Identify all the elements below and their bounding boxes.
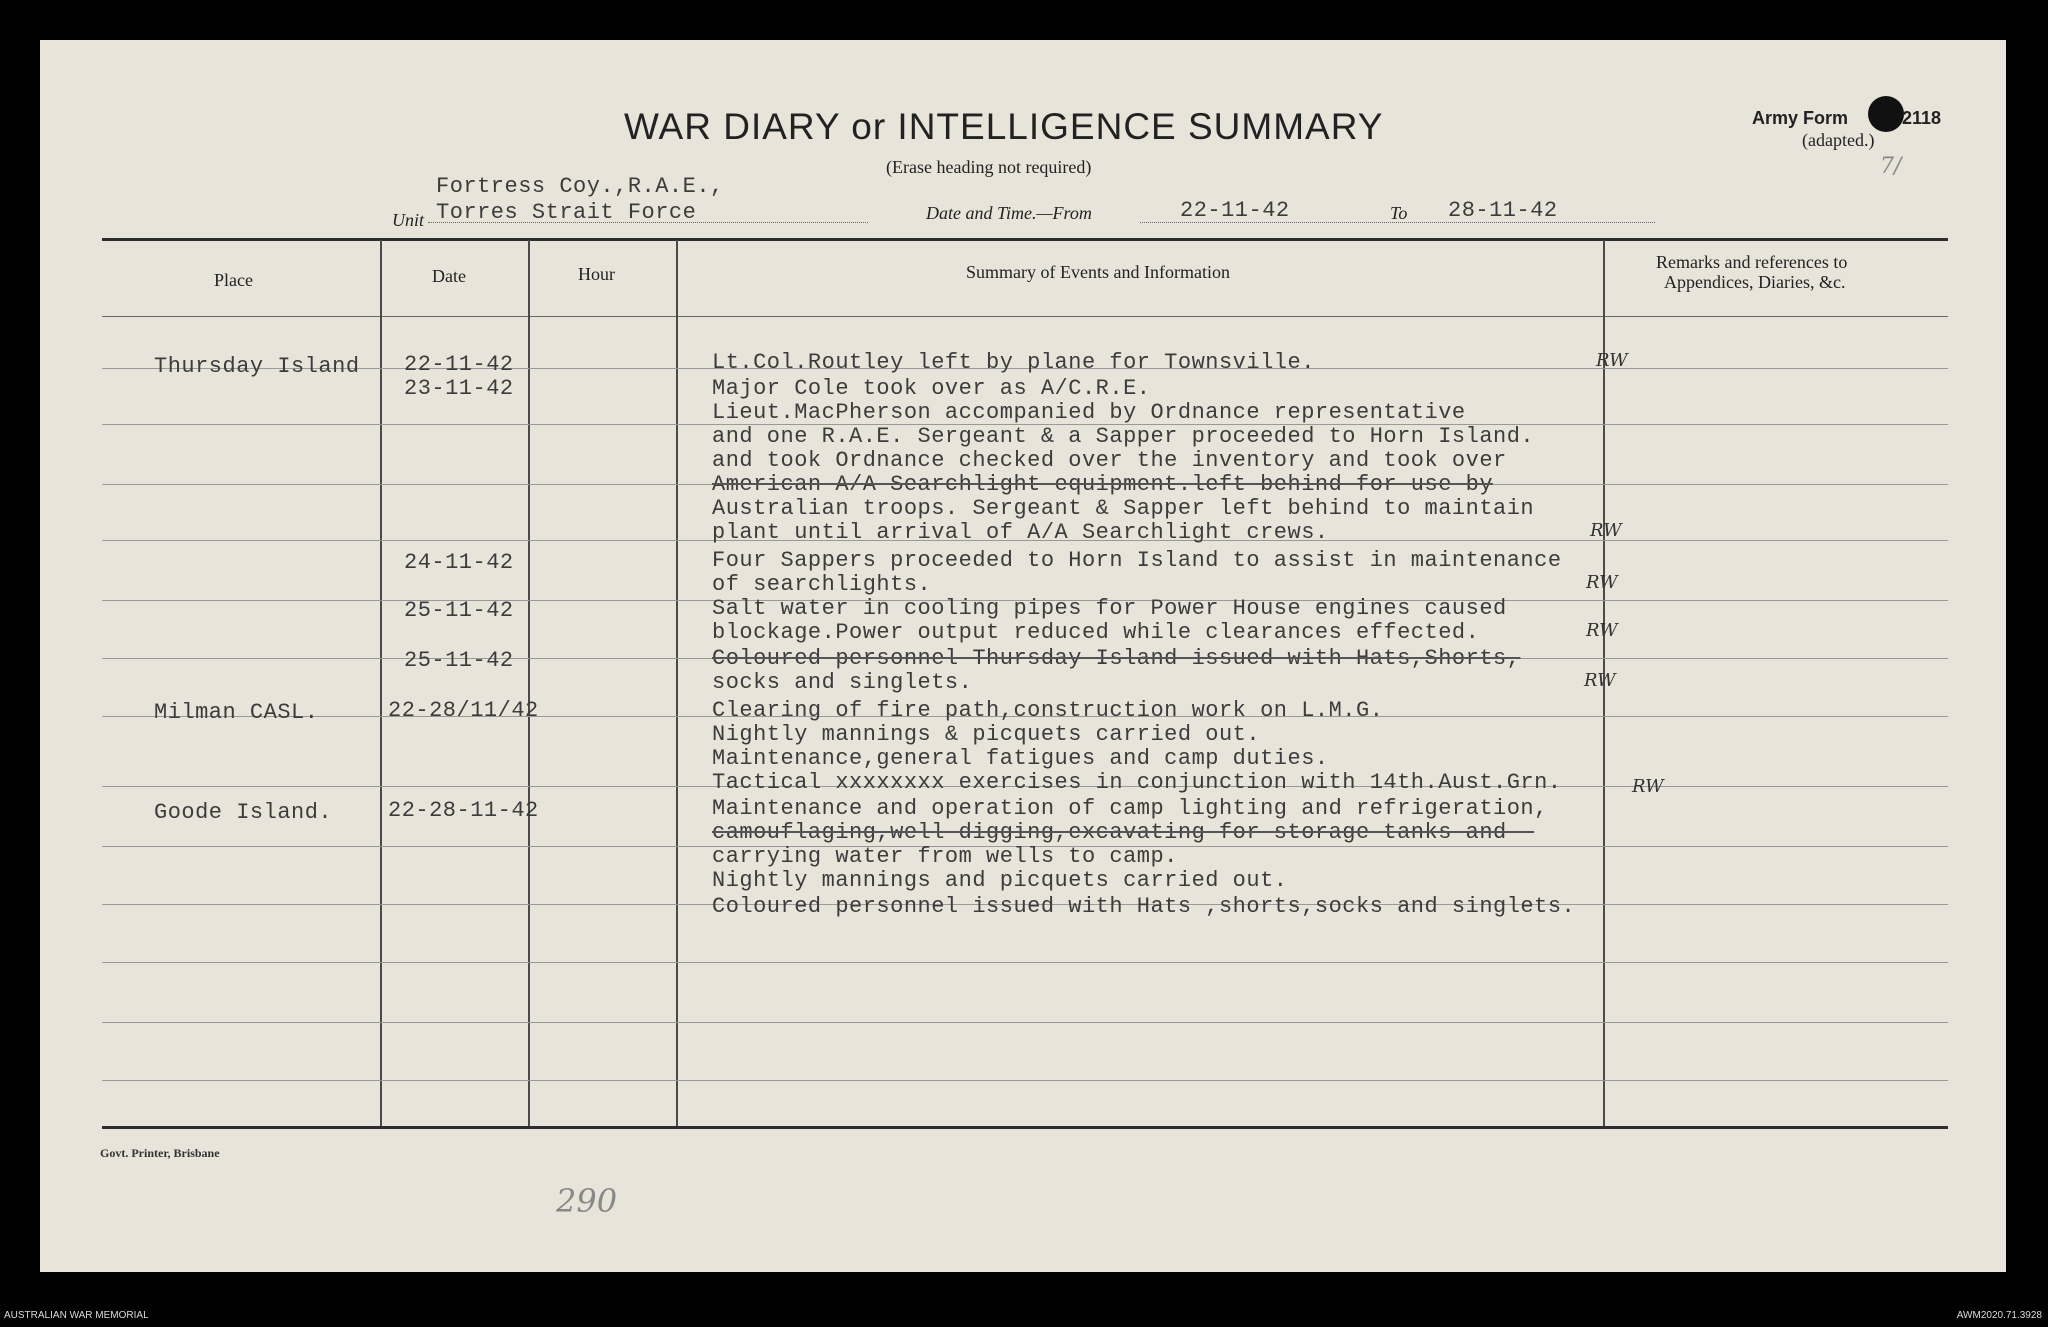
entry-date: 24-11-42 (404, 550, 514, 575)
ruled-line (102, 1022, 1948, 1023)
column-header-remarks-2: Appendices, Diaries, &c. (1664, 272, 1846, 292)
adapted-label: (adapted.) (1802, 130, 1875, 150)
entry-summary: Nightly mannings & picquets carried out. (712, 722, 1261, 747)
page-subtitle: (Erase heading not required) (886, 157, 1092, 177)
column-header-remarks-1: Remarks and references to (1656, 252, 1848, 272)
entry-date: 25-11-42 (404, 648, 514, 673)
entry-summary: Nightly mannings and picquets carried out. (712, 868, 1288, 893)
date-to-label: To (1390, 203, 1408, 223)
entry-date: 22-11-42 (404, 352, 514, 377)
entry-place: Milman CASL. (154, 700, 319, 725)
entry-summary: socks and singlets. (712, 670, 973, 695)
entry-place: Goode Island. (154, 800, 333, 825)
entry-summary: carrying water from wells to camp. (712, 844, 1178, 869)
handwritten-initials: RW (1632, 776, 1664, 797)
column-header-place: Place (214, 270, 253, 290)
entry-summary: Maintenance and operation of camp lighting and refrigeration, (712, 796, 1548, 821)
entry-summary: Maintenance,general fatigues and camp duties. (712, 746, 1329, 771)
entry-summary: of searchlights. (712, 572, 932, 597)
entry-summary: Major Cole took over as A/C.R.E. (712, 376, 1151, 401)
entry-date: 25-11-42 (404, 598, 514, 623)
handwritten-initials: RW (1586, 572, 1618, 593)
column-divider-date (528, 240, 530, 1126)
entry-summary: Four Sappers proceeded to Horn Island to assist in maintenance (712, 548, 1562, 573)
army-form-label: Army Form (1752, 108, 1849, 128)
date-label: Date and Time.—From (926, 203, 1092, 223)
unit-label: Unit (392, 210, 425, 230)
entry-summary: camouflaging,well digging,excavating for storage tanks and - (712, 820, 1535, 845)
entry-summary: and took Ordnance checked over the inventory and took over (712, 448, 1507, 473)
column-header-date: Date (432, 266, 466, 286)
table-top-rule (102, 238, 1948, 241)
entry-summary: and one R.A.E. Sergeant & a Sapper proceeded to Horn Island. (712, 424, 1535, 449)
entry-summary: Lieut.MacPherson accompanied by Ordnance representative (712, 400, 1466, 425)
page-number: 290 (556, 1182, 618, 1220)
entry-date: 23-11-42 (404, 376, 514, 401)
entry-summary: Salt water in cooling pipes for Power House engines caused (712, 596, 1507, 621)
punch-hole (1868, 96, 1904, 132)
page-title: WAR DIARY or INTELLIGENCE SUMMARY (624, 106, 1384, 147)
date-from: 22-11-42 (1180, 198, 1290, 223)
entry-summary: blockage.Power output reduced while clearances effected. (712, 620, 1480, 645)
entry-date: 22-28-11-42 (388, 798, 539, 823)
corner-pencil-note: 7/ (1880, 154, 1902, 179)
handwritten-initials: RW (1596, 350, 1628, 371)
unit-line-2: Torres Strait Force (436, 200, 697, 225)
handwritten-initials: RW (1584, 670, 1616, 691)
column-divider-place (380, 240, 382, 1126)
date-underline (1140, 222, 1655, 223)
entry-summary: American A/A Searchlight equipment.left behind for use by (712, 472, 1494, 497)
entry-summary: Coloured personnel Thursday Island issued with Hats,Shorts, (712, 646, 1521, 671)
entry-summary: Lt.Col.Routley left by plane for Townsville. (712, 350, 1315, 375)
entry-place: Thursday Island (154, 354, 360, 379)
date-to: 28-11-42 (1448, 198, 1558, 223)
unit-underline (428, 222, 868, 223)
ruled-line (102, 1080, 1948, 1081)
entry-date: 22-28/11/42 (388, 698, 539, 723)
entry-summary: Tactical xxxxxxxx exercises in conjunction with 14th.Aust.Grn. (712, 770, 1562, 795)
printer-imprint: Govt. Printer, Brisbane (100, 1146, 220, 1160)
entry-summary: plant until arrival of A/A Searchlight crews. (712, 520, 1329, 545)
ruled-line (102, 962, 1948, 963)
handwritten-initials: RW (1590, 520, 1622, 541)
table-bottom-rule (102, 1126, 1948, 1129)
footer-right: AWM2020.71.3928 (1956, 1310, 2042, 1321)
unit-line-1: Fortress Coy.,R.A.E., (436, 174, 724, 199)
footer-left: AUSTRALIAN WAR MEMORIAL (4, 1310, 149, 1321)
entry-summary: Australian troops. Sergeant & Sapper left behind to maintain (712, 496, 1535, 521)
army-form-number: 2118 (1902, 108, 1942, 128)
column-divider-hour (676, 240, 678, 1126)
entry-summary: Coloured personnel issued with Hats ,shorts,socks and singlets. (712, 894, 1576, 919)
entry-summary: Clearing of fire path,construction work on L.M.G. (712, 698, 1384, 723)
handwritten-initials: RW (1586, 620, 1618, 641)
header-rule (102, 316, 1948, 317)
column-header-hour: Hour (578, 264, 615, 284)
column-header-summary: Summary of Events and Information (966, 262, 1230, 282)
